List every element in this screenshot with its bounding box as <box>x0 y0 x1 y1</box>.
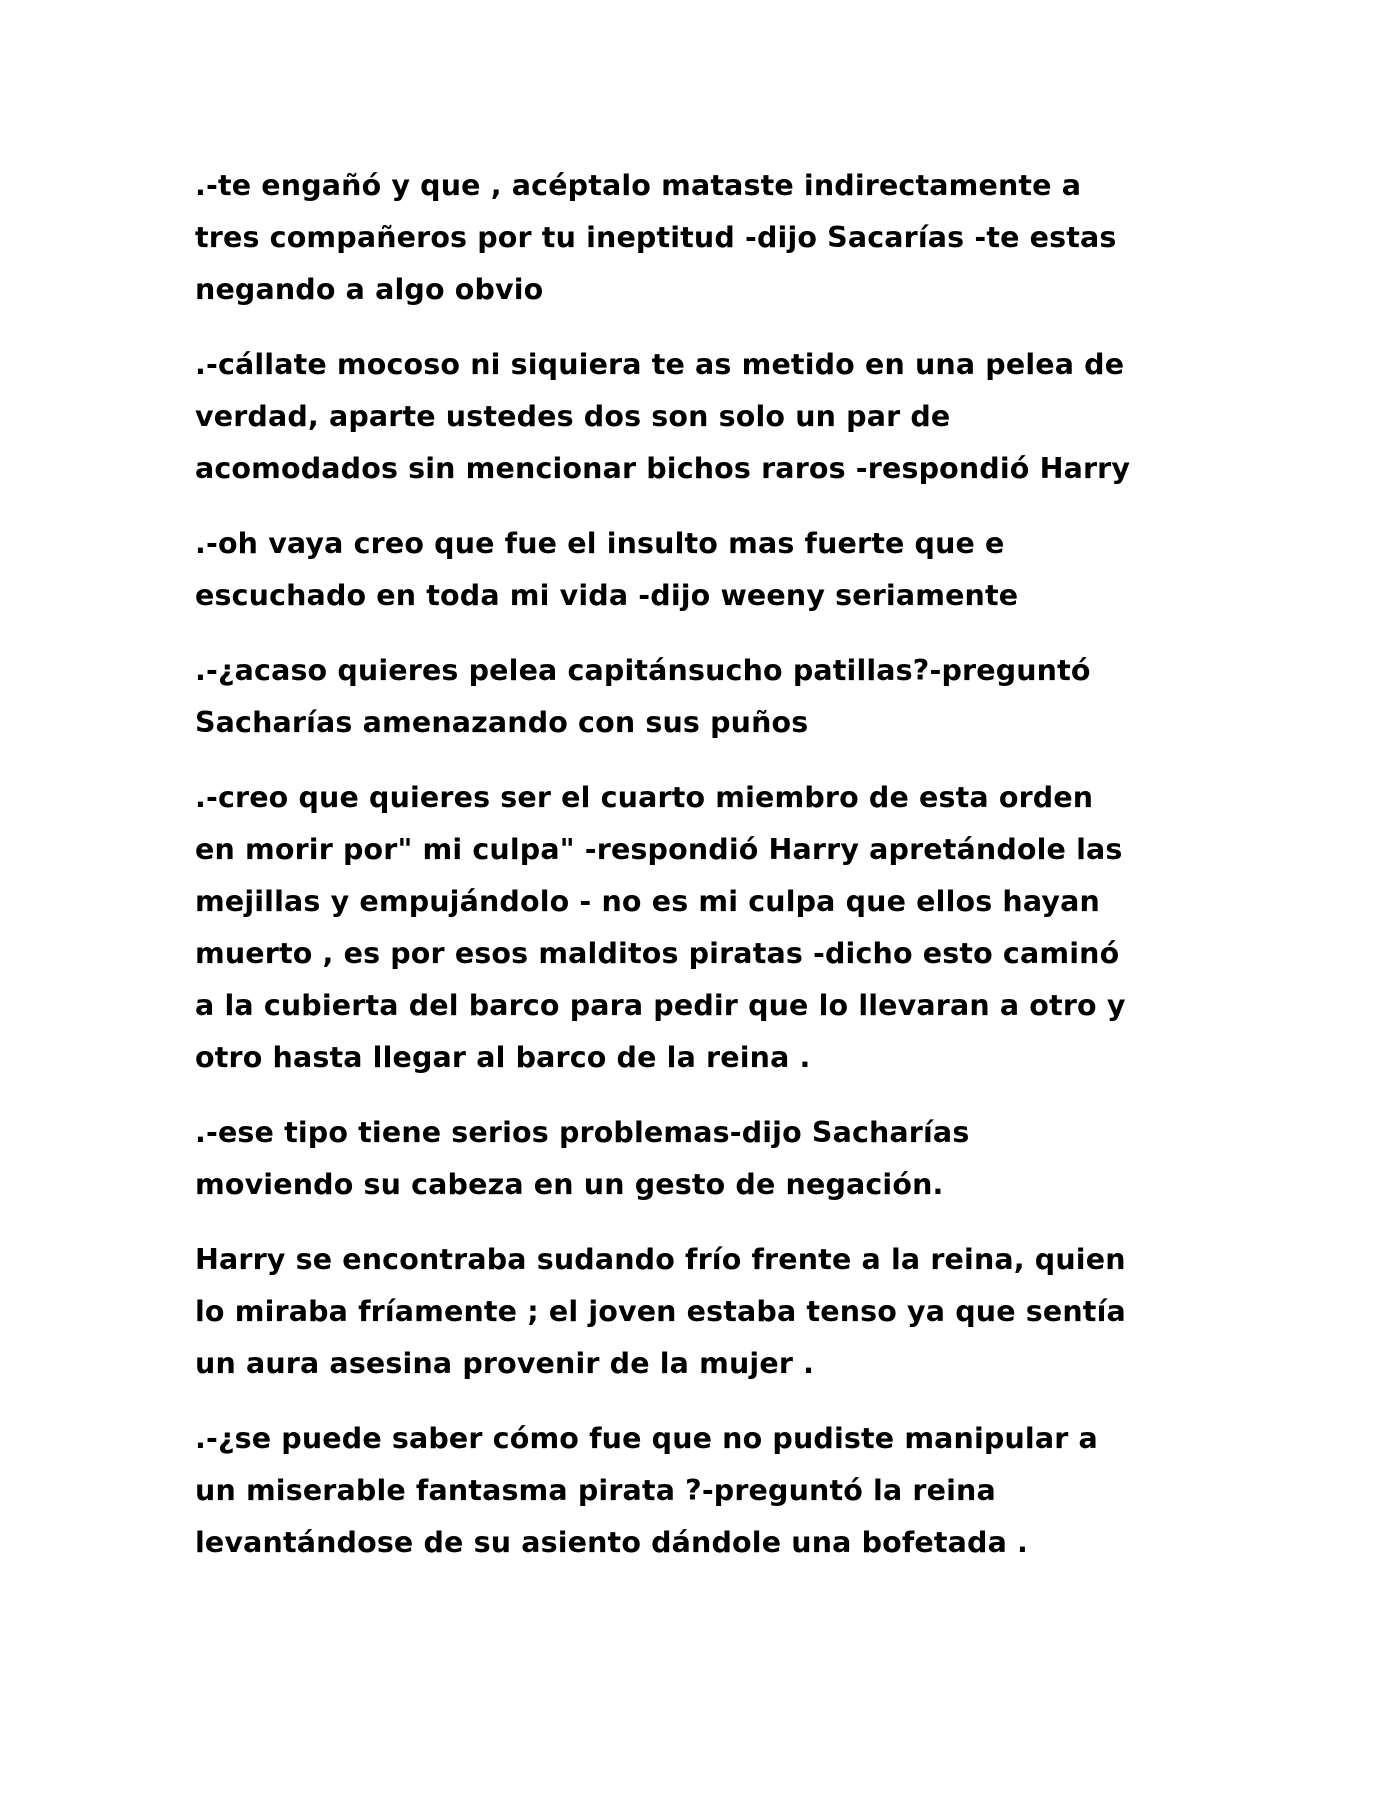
paragraph <box>195 772 1235 1084</box>
paragraph <box>195 518 1235 622</box>
text-line: moviendo su cabeza en un gesto de negación. <box>195 1168 944 1201</box>
text-line: .-oh vaya creo que fue el insulto mas fuerte que e <box>195 527 1005 560</box>
text-line: .-ese tipo tiene serios problemas-dijo Sacharías <box>195 1116 970 1149</box>
text-line: .-¿se puede saber cómo fue que no pudiste manipular a <box>195 1422 1098 1455</box>
text-line: lo miraba fríamente ; el joven estaba tenso ya que sentía <box>195 1295 1126 1328</box>
paragraph <box>195 1234 1235 1390</box>
text-line: levantándose de su asiento dándole una bofetada . <box>195 1526 1029 1559</box>
paragraph <box>195 160 1235 316</box>
text-line: negando a algo obvio <box>195 273 544 306</box>
body-text <box>195 160 1235 1592</box>
text-line: Sacharías amenazando con sus puños <box>195 706 809 739</box>
text-line: verdad, aparte ustedes dos son solo un par de <box>195 400 951 433</box>
paragraph <box>195 339 1235 495</box>
paragraph <box>195 1107 1235 1211</box>
text-line: tres compañeros por tu ineptitud -dijo Sacarías -te estas <box>195 221 1117 254</box>
text-line: .-cállate mocoso ni siquiera te as metido en una pelea de <box>195 348 1125 381</box>
text-line: a la cubierta del barco para pedir que lo llevaran a otro y <box>195 989 1126 1022</box>
text-line: otro hasta llegar al barco de la reina . <box>195 1041 811 1074</box>
text-line: muerto , es por esos malditos piratas -dicho esto caminó <box>195 937 1120 970</box>
text-line: .-¿acaso quieres pelea capitánsucho patillas?-preguntó <box>195 654 1091 687</box>
text-line: Harry se encontraba sudando frío frente a la reina, quien <box>195 1243 1126 1276</box>
paragraph <box>195 645 1235 749</box>
text-line: acomodados sin mencionar bichos raros -respondió Harry <box>195 452 1131 485</box>
text-line: un miserable fantasma pirata ?-preguntó la reina <box>195 1474 996 1507</box>
text-line: mejillas y empujándolo - no es mi culpa que ellos hayan <box>195 885 1100 918</box>
text-line: escuchado en toda mi vida -dijo weeny seriamente <box>195 579 1019 612</box>
text-line: en morir por" mi culpa" -respondió Harry apretándole las <box>195 833 1123 866</box>
text-line: un aura asesina provenir de la mujer . <box>195 1347 815 1380</box>
paragraph <box>195 1413 1235 1569</box>
text-line: .-te engañó y que , acéptalo mataste indirectamente a <box>195 169 1082 202</box>
text-line: .-creo que quieres ser el cuarto miembro de esta orden <box>195 781 1094 814</box>
